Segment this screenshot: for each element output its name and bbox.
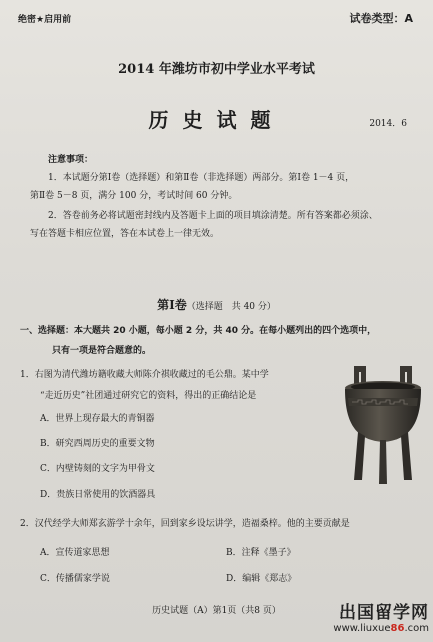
question-2-stem: 2．汉代经学大师郑玄游学十余年，回到家乡设坛讲学，造福桑梓。他的主要贡献是 <box>20 519 350 529</box>
exam-name: 2014 年潍坊市初中学业水平考试 <box>118 62 315 77</box>
maogong-ding-image <box>340 362 426 486</box>
question-1-option-c: C．内壁铸刻的文字为甲骨文 <box>40 464 155 474</box>
question-2-option-d: D．编辑《郑志》 <box>226 574 297 584</box>
section-instruction-cont: 只有一项是符合题意的。 <box>52 346 152 356</box>
notice-heading: 注意事项： <box>48 155 94 165</box>
notice-line: 2．答卷前务必将试题密封线内及答题卡上面的项目填涂清楚。所有答案都必须涂、 <box>48 211 378 221</box>
question-2-option-a: A．宣传道家思想 <box>40 548 110 558</box>
site-watermark <box>333 598 429 634</box>
notice-line: 第Ⅱ卷 5－8 页，满分 100 分，考试时间 60 分钟。 <box>30 191 238 201</box>
section-instruction: 一、选择题：本大题共 20 小题，每小题 2 分，共 40 分。在每小题列出的四个选项中， <box>20 326 377 336</box>
question-2-option-b: B．注释《墨子》 <box>226 548 296 558</box>
paper-type-label: 试卷类型：A <box>349 12 413 25</box>
part-title-main: 第Ⅰ卷 <box>157 298 187 312</box>
watermark-title: 出国留学网 <box>339 603 429 623</box>
question-1-option-d: D．贵族日常使用的饮酒器具 <box>40 490 156 500</box>
part-title <box>0 296 433 313</box>
question-1-stem-cont: “走近历史”社团通过研究它的资料，得出的正确结论是 <box>40 391 257 401</box>
watermark-url <box>333 623 429 634</box>
watermark-url-prefix: www.liuxue <box>333 623 391 634</box>
question-2-option-c: C．传播儒家学说 <box>40 574 110 584</box>
subject-title: 历史试题 <box>148 108 285 132</box>
watermark-url-highlight: 86 <box>390 623 405 634</box>
part-subtitle: （选择题 共 40 分） <box>186 302 276 312</box>
question-1-stem: 1．右图为清代潍坊籍收藏大师陈介祺收藏过的毛公鼎。某中学 <box>20 370 269 380</box>
notice-line: 写在答题卡相应位置，答在本试卷上一律无效。 <box>30 229 220 239</box>
exam-date: 2014．6 <box>369 119 407 129</box>
watermark-url-suffix: .com <box>404 623 429 634</box>
question-1-option-a: A．世界上现存最大的青铜器 <box>40 414 155 424</box>
secret-label: 绝密★启用前 <box>18 15 72 25</box>
notice-line: 1．本试题分第Ⅰ卷（选择题）和第Ⅱ卷（非选择题）两部分。第Ⅰ卷 1－4 页， <box>48 173 355 183</box>
page-footer: 历史试题（A）第1页（共8 页） <box>152 606 281 616</box>
question-1-option-b: B．研究西周历史的重要文物 <box>40 439 155 449</box>
